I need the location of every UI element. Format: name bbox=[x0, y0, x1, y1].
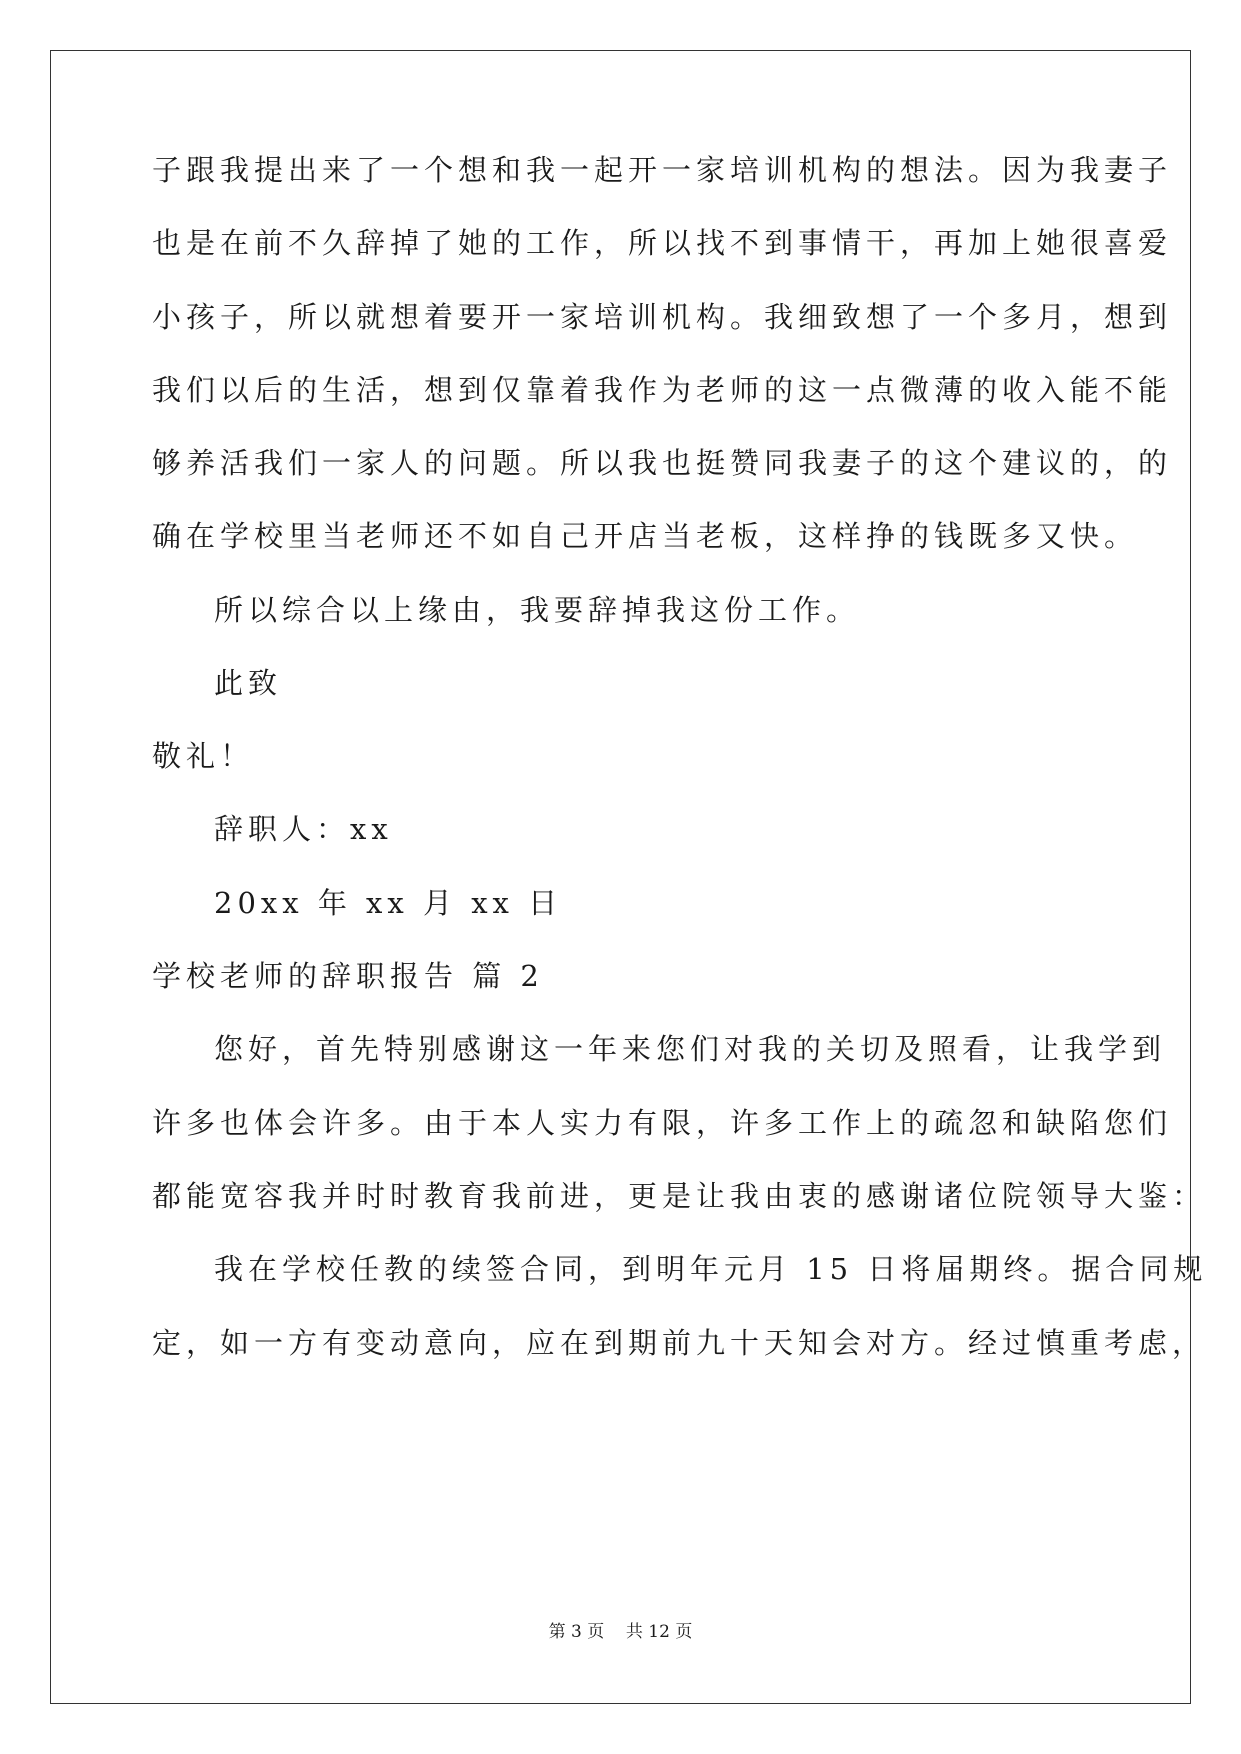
paragraph-line: 您好，首先特别感谢这一年来您们对我的关切及照看，让我学到 bbox=[214, 1032, 1167, 1066]
paragraph-line: 够养活我们一家人的问题。所以我也挺赞同我妻子的这个建议的，的 bbox=[152, 446, 1173, 480]
closing-phrase: 此致 bbox=[214, 666, 283, 700]
paragraph-line: 确在学校里当老师还不如自己开店当老板，这样挣的钱既多又快。 bbox=[152, 519, 1139, 553]
paragraph-line: 也是在前不久辞掉了她的工作，所以找不到事情干，再加上她很喜爱 bbox=[152, 226, 1173, 260]
paragraph-line: 小孩子，所以就想着要开一家培训机构。我细致想了一个多月，想到 bbox=[152, 300, 1173, 334]
paragraph-line: 子跟我提出来了一个想和我一起开一家培训机构的想法。因为我妻子 bbox=[152, 153, 1173, 187]
paragraph-line: 我在学校任教的续签合同，到明年元月 15 日将届期终。据合同规 bbox=[214, 1252, 1208, 1286]
page-number-footer: 第 3 页 共 12 页 bbox=[548, 1622, 693, 1642]
date-line: 20xx 年 xx 月 xx 日 bbox=[214, 886, 563, 920]
signature-line: 辞职人：xx bbox=[214, 812, 393, 846]
paragraph-line: 定，如一方有变动意向，应在到期前九十天知会对方。经过慎重考虑， bbox=[152, 1326, 1207, 1360]
salutation: 敬礼！ bbox=[152, 739, 255, 773]
section-heading: 学校老师的辞职报告 篇 2 bbox=[152, 959, 544, 993]
paragraph-line: 所以综合以上缘由，我要辞掉我这份工作。 bbox=[214, 593, 861, 627]
paragraph-line: 都能宽容我并时时教育我前进，更是让我由衷的感谢诸位院领导大鉴： bbox=[152, 1179, 1207, 1213]
paragraph-line: 我们以后的生活，想到仅靠着我作为老师的这一点微薄的收入能不能 bbox=[152, 373, 1173, 407]
paragraph-line: 许多也体会许多。由于本人实力有限，许多工作上的疏忽和缺陷您们 bbox=[152, 1106, 1173, 1140]
